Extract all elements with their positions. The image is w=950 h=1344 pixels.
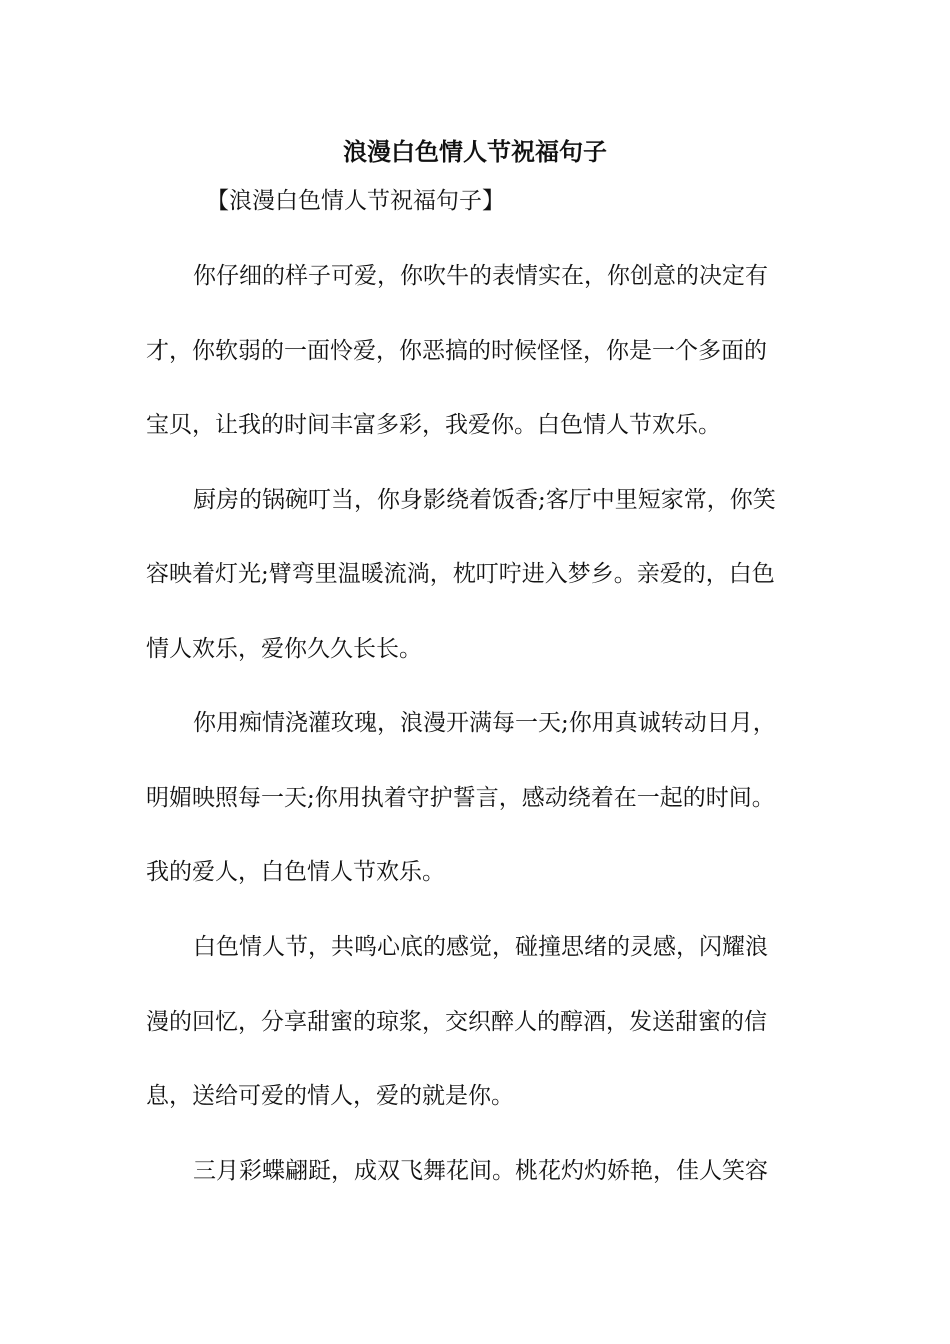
paragraph-1-line-2: 才，你软弱的一面怜爱，你恶搞的时候怪怪，你是一个多面的 <box>146 338 767 364</box>
paragraph-1-line-1: 你仔细的样子可爱，你吹牛的表情实在，你创意的决定有 <box>193 263 768 289</box>
document-title: 浪漫白色情人节祝福句子 <box>343 138 607 166</box>
paragraph-3-line-2: 明媚映照每一天;你用执着守护誓言，感动绕着在一起的时间。 <box>146 785 775 811</box>
paragraph-4-line-3: 息，送给可爱的情人，爱的就是你。 <box>146 1083 514 1109</box>
paragraph-2-line-2: 容映着灯光;臂弯里温暖流淌，枕叮咛进入梦乡。亲爱的，白色 <box>146 561 775 587</box>
paragraph-4-line-2: 漫的回忆，分享甜蜜的琼浆，交织醉人的醇酒，发送甜蜜的信 <box>146 1009 767 1035</box>
paragraph-3-line-3: 我的爱人，白色情人节欢乐。 <box>146 859 445 885</box>
paragraph-1-line-3: 宝贝，让我的时间丰富多彩，我爱你。白色情人节欢乐。 <box>146 412 721 438</box>
paragraph-3-line-1: 你用痴情浇灌玫瑰，浪漫开满每一天;你用真诚转动日月， <box>193 710 776 736</box>
paragraph-5-line-1: 三月彩蝶翩跹，成双飞舞花间。桃花灼灼娇艳，佳人笑容 <box>193 1158 768 1184</box>
document-subtitle: 【浪漫白色情人节祝福句子】 <box>206 188 505 214</box>
paragraph-2-line-1: 厨房的锅碗叮当，你身影绕着饭香;客厅中里短家常，你笑 <box>193 487 776 513</box>
paragraph-2-line-3: 情人欢乐，爱你久久长长。 <box>146 636 422 662</box>
paragraph-4-line-1: 白色情人节，共鸣心底的感觉，碰撞思绪的灵感，闪耀浪 <box>193 934 768 960</box>
